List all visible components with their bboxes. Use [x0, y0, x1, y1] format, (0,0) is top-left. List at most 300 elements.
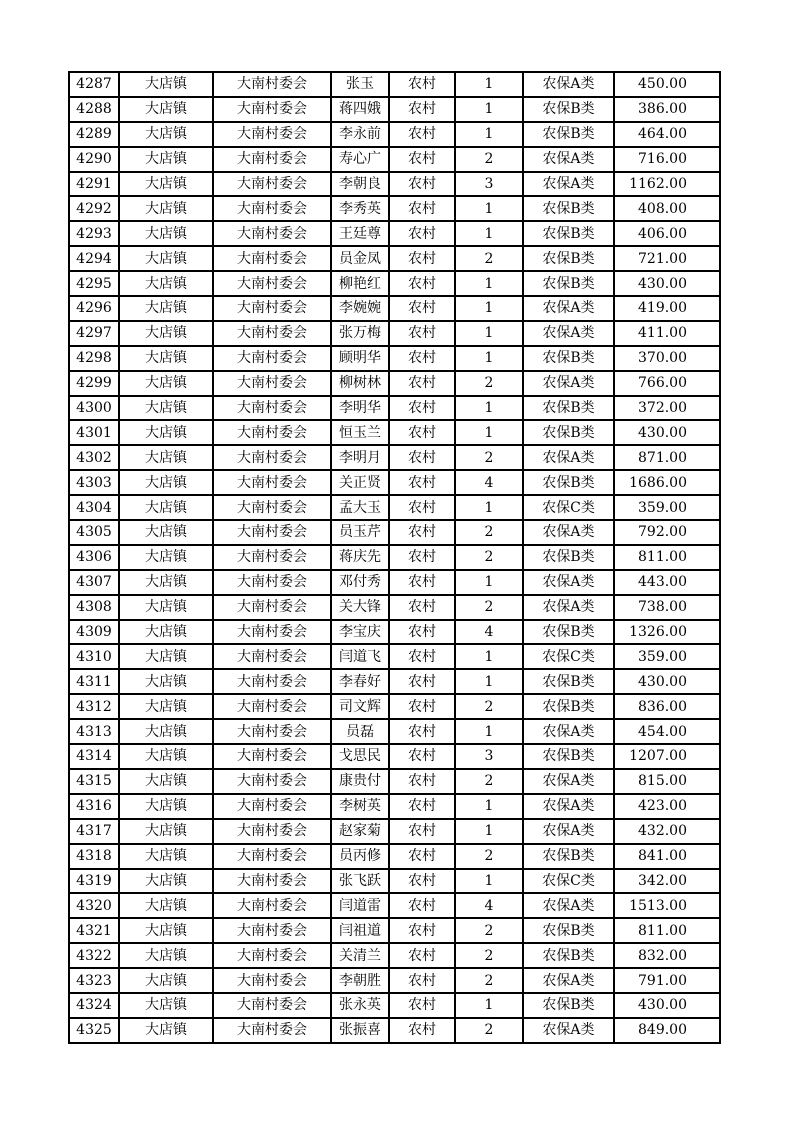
cell-person-name: 闫祖道: [331, 918, 389, 943]
cell-village-committee: 大南村委会: [213, 246, 331, 271]
cell-village-committee: 大南村委会: [213, 769, 331, 794]
cell-residence-type: 农村: [389, 495, 455, 520]
cell-serial-number: 4306: [69, 545, 119, 570]
cell-town: 大店镇: [119, 570, 213, 595]
cell-serial-number: 4303: [69, 470, 119, 495]
cell-serial-number: 4309: [69, 620, 119, 645]
cell-person-count: 1: [455, 669, 523, 694]
cell-person-count: 1: [455, 122, 523, 147]
cell-person-count: 4: [455, 893, 523, 918]
cell-amount: 1326.00: [614, 620, 720, 645]
cell-amount: 419.00: [614, 296, 720, 321]
cell-person-count: 1: [455, 321, 523, 346]
table-row: [69, 968, 720, 993]
cell-amount: 1686.00: [614, 470, 720, 495]
cell-amount: 841.00: [614, 844, 720, 869]
table-row: [69, 893, 720, 918]
cell-insurance-category: 农保B类: [523, 744, 614, 769]
cell-village-committee: 大南村委会: [213, 794, 331, 819]
cell-village-committee: 大南村委会: [213, 844, 331, 869]
cell-person-name: 员金凤: [331, 246, 389, 271]
cell-residence-type: 农村: [389, 968, 455, 993]
cell-amount: 430.00: [614, 993, 720, 1018]
cell-amount: 430.00: [614, 420, 720, 445]
cell-insurance-category: 农保A类: [523, 769, 614, 794]
cell-town: 大店镇: [119, 620, 213, 645]
cell-amount: 386.00: [614, 97, 720, 122]
cell-serial-number: 4324: [69, 993, 119, 1018]
cell-residence-type: 农村: [389, 769, 455, 794]
cell-residence-type: 农村: [389, 545, 455, 570]
benefits-table: [68, 71, 721, 1044]
cell-insurance-category: 农保B类: [523, 545, 614, 570]
cell-person-count: 3: [455, 172, 523, 197]
cell-residence-type: 农村: [389, 147, 455, 172]
cell-serial-number: 4325: [69, 1018, 119, 1043]
cell-person-count: 2: [455, 545, 523, 570]
cell-serial-number: 4297: [69, 321, 119, 346]
cell-person-count: 1: [455, 495, 523, 520]
cell-insurance-category: 农保A类: [523, 595, 614, 620]
cell-insurance-category: 农保A类: [523, 172, 614, 197]
cell-person-count: 2: [455, 918, 523, 943]
table-row: [69, 769, 720, 794]
cell-insurance-category: 农保A类: [523, 719, 614, 744]
table-row: [69, 346, 720, 371]
cell-serial-number: 4289: [69, 122, 119, 147]
cell-town: 大店镇: [119, 147, 213, 172]
cell-amount: 811.00: [614, 918, 720, 943]
cell-village-committee: 大南村委会: [213, 694, 331, 719]
cell-serial-number: 4314: [69, 744, 119, 769]
cell-town: 大店镇: [119, 445, 213, 470]
cell-serial-number: 4296: [69, 296, 119, 321]
cell-town: 大店镇: [119, 694, 213, 719]
cell-town: 大店镇: [119, 122, 213, 147]
cell-village-committee: 大南村委会: [213, 719, 331, 744]
cell-serial-number: 4305: [69, 520, 119, 545]
cell-town: 大店镇: [119, 271, 213, 296]
cell-person-count: 1: [455, 644, 523, 669]
cell-person-name: 柳艳红: [331, 271, 389, 296]
cell-town: 大店镇: [119, 1018, 213, 1043]
cell-town: 大店镇: [119, 819, 213, 844]
cell-residence-type: 农村: [389, 993, 455, 1018]
cell-village-committee: 大南村委会: [213, 420, 331, 445]
cell-village-committee: 大南村委会: [213, 72, 331, 97]
table-row: [69, 1018, 720, 1043]
table-row: [69, 147, 720, 172]
cell-serial-number: 4294: [69, 246, 119, 271]
cell-residence-type: 农村: [389, 869, 455, 894]
cell-amount: 766.00: [614, 371, 720, 396]
cell-town: 大店镇: [119, 744, 213, 769]
cell-town: 大店镇: [119, 495, 213, 520]
cell-town: 大店镇: [119, 346, 213, 371]
cell-person-name: 张飞跃: [331, 869, 389, 894]
table-row: [69, 869, 720, 894]
cell-insurance-category: 农保A类: [523, 371, 614, 396]
cell-residence-type: 农村: [389, 271, 455, 296]
cell-residence-type: 农村: [389, 396, 455, 421]
cell-insurance-category: 农保B类: [523, 271, 614, 296]
table-row: [69, 296, 720, 321]
cell-insurance-category: 农保B类: [523, 97, 614, 122]
cell-amount: 1513.00: [614, 893, 720, 918]
cell-serial-number: 4321: [69, 918, 119, 943]
table-row: [69, 669, 720, 694]
cell-person-name: 寿心广: [331, 147, 389, 172]
cell-person-name: 邓付秀: [331, 570, 389, 595]
cell-village-committee: 大南村委会: [213, 495, 331, 520]
cell-person-count: 1: [455, 420, 523, 445]
cell-insurance-category: 农保B类: [523, 221, 614, 246]
cell-serial-number: 4316: [69, 794, 119, 819]
cell-residence-type: 农村: [389, 943, 455, 968]
cell-person-name: 蒋庆先: [331, 545, 389, 570]
cell-serial-number: 4299: [69, 371, 119, 396]
cell-person-name: 顾明华: [331, 346, 389, 371]
cell-town: 大店镇: [119, 321, 213, 346]
cell-serial-number: 4287: [69, 72, 119, 97]
cell-insurance-category: 农保A类: [523, 570, 614, 595]
cell-village-committee: 大南村委会: [213, 321, 331, 346]
cell-amount: 430.00: [614, 271, 720, 296]
cell-residence-type: 农村: [389, 1018, 455, 1043]
cell-person-name: 柳树林: [331, 371, 389, 396]
cell-serial-number: 4290: [69, 147, 119, 172]
cell-person-name: 关清兰: [331, 943, 389, 968]
cell-person-count: 2: [455, 943, 523, 968]
cell-person-count: 2: [455, 595, 523, 620]
cell-residence-type: 农村: [389, 470, 455, 495]
table-body: [69, 72, 720, 1043]
cell-serial-number: 4302: [69, 445, 119, 470]
cell-person-name: 关大锋: [331, 595, 389, 620]
cell-serial-number: 4317: [69, 819, 119, 844]
cell-serial-number: 4320: [69, 893, 119, 918]
table-row: [69, 470, 720, 495]
cell-village-committee: 大南村委会: [213, 172, 331, 197]
cell-amount: 464.00: [614, 122, 720, 147]
cell-town: 大店镇: [119, 719, 213, 744]
cell-village-committee: 大南村委会: [213, 1018, 331, 1043]
table-row: [69, 495, 720, 520]
cell-serial-number: 4301: [69, 420, 119, 445]
cell-person-count: 1: [455, 396, 523, 421]
cell-amount: 721.00: [614, 246, 720, 271]
cell-town: 大店镇: [119, 968, 213, 993]
cell-insurance-category: 农保C类: [523, 495, 614, 520]
cell-residence-type: 农村: [389, 744, 455, 769]
cell-amount: 738.00: [614, 595, 720, 620]
table-row: [69, 396, 720, 421]
cell-town: 大店镇: [119, 918, 213, 943]
cell-amount: 359.00: [614, 495, 720, 520]
table-row: [69, 520, 720, 545]
cell-amount: 432.00: [614, 819, 720, 844]
cell-person-name: 张振喜: [331, 1018, 389, 1043]
cell-residence-type: 农村: [389, 819, 455, 844]
cell-person-name: 孟大玉: [331, 495, 389, 520]
cell-insurance-category: 农保B类: [523, 396, 614, 421]
cell-person-name: 康贵付: [331, 769, 389, 794]
table-row: [69, 570, 720, 595]
cell-residence-type: 农村: [389, 196, 455, 221]
cell-village-committee: 大南村委会: [213, 371, 331, 396]
cell-residence-type: 农村: [389, 321, 455, 346]
cell-village-committee: 大南村委会: [213, 445, 331, 470]
cell-residence-type: 农村: [389, 172, 455, 197]
cell-serial-number: 4308: [69, 595, 119, 620]
cell-town: 大店镇: [119, 869, 213, 894]
cell-town: 大店镇: [119, 296, 213, 321]
cell-person-name: 李树英: [331, 794, 389, 819]
cell-village-committee: 大南村委会: [213, 819, 331, 844]
cell-amount: 342.00: [614, 869, 720, 894]
cell-residence-type: 农村: [389, 694, 455, 719]
cell-town: 大店镇: [119, 943, 213, 968]
cell-town: 大店镇: [119, 545, 213, 570]
cell-amount: 849.00: [614, 1018, 720, 1043]
table-row: [69, 246, 720, 271]
cell-town: 大店镇: [119, 669, 213, 694]
cell-residence-type: 农村: [389, 420, 455, 445]
cell-town: 大店镇: [119, 396, 213, 421]
cell-village-committee: 大南村委会: [213, 595, 331, 620]
table-row: [69, 595, 720, 620]
cell-residence-type: 农村: [389, 221, 455, 246]
cell-village-committee: 大南村委会: [213, 196, 331, 221]
table-row: [69, 644, 720, 669]
cell-amount: 411.00: [614, 321, 720, 346]
cell-person-count: 1: [455, 97, 523, 122]
table-row: [69, 819, 720, 844]
cell-town: 大店镇: [119, 893, 213, 918]
cell-person-count: 1: [455, 346, 523, 371]
cell-person-name: 戈思民: [331, 744, 389, 769]
cell-person-count: 1: [455, 570, 523, 595]
cell-amount: 430.00: [614, 669, 720, 694]
cell-insurance-category: 农保B类: [523, 346, 614, 371]
cell-person-count: 1: [455, 196, 523, 221]
cell-person-name: 李婉婉: [331, 296, 389, 321]
cell-insurance-category: 农保C类: [523, 644, 614, 669]
cell-insurance-category: 农保A类: [523, 1018, 614, 1043]
cell-person-name: 李朝良: [331, 172, 389, 197]
cell-village-committee: 大南村委会: [213, 296, 331, 321]
cell-residence-type: 农村: [389, 346, 455, 371]
cell-insurance-category: 农保A类: [523, 893, 614, 918]
cell-amount: 832.00: [614, 943, 720, 968]
cell-person-name: 司文辉: [331, 694, 389, 719]
cell-insurance-category: 农保B类: [523, 694, 614, 719]
cell-insurance-category: 农保A类: [523, 296, 614, 321]
cell-person-count: 1: [455, 296, 523, 321]
cell-amount: 372.00: [614, 396, 720, 421]
cell-residence-type: 农村: [389, 595, 455, 620]
cell-town: 大店镇: [119, 72, 213, 97]
cell-insurance-category: 农保B类: [523, 420, 614, 445]
cell-person-count: 2: [455, 246, 523, 271]
cell-town: 大店镇: [119, 371, 213, 396]
cell-insurance-category: 农保B类: [523, 993, 614, 1018]
table-row: [69, 844, 720, 869]
cell-insurance-category: 农保B类: [523, 943, 614, 968]
cell-amount: 370.00: [614, 346, 720, 371]
cell-village-committee: 大南村委会: [213, 968, 331, 993]
cell-town: 大店镇: [119, 172, 213, 197]
cell-insurance-category: 农保B类: [523, 918, 614, 943]
cell-serial-number: 4304: [69, 495, 119, 520]
cell-person-name: 闫道飞: [331, 644, 389, 669]
cell-person-count: 2: [455, 769, 523, 794]
cell-serial-number: 4323: [69, 968, 119, 993]
cell-amount: 1207.00: [614, 744, 720, 769]
cell-residence-type: 农村: [389, 644, 455, 669]
cell-person-count: 1: [455, 72, 523, 97]
cell-amount: 450.00: [614, 72, 720, 97]
cell-town: 大店镇: [119, 420, 213, 445]
table-row: [69, 321, 720, 346]
cell-amount: 454.00: [614, 719, 720, 744]
cell-insurance-category: 农保B类: [523, 844, 614, 869]
cell-village-committee: 大南村委会: [213, 520, 331, 545]
cell-village-committee: 大南村委会: [213, 545, 331, 570]
cell-residence-type: 农村: [389, 246, 455, 271]
cell-person-count: 1: [455, 819, 523, 844]
cell-insurance-category: 农保A类: [523, 819, 614, 844]
cell-amount: 871.00: [614, 445, 720, 470]
cell-residence-type: 农村: [389, 669, 455, 694]
cell-person-name: 李永前: [331, 122, 389, 147]
cell-insurance-category: 农保A类: [523, 968, 614, 993]
cell-serial-number: 4293: [69, 221, 119, 246]
cell-serial-number: 4288: [69, 97, 119, 122]
cell-amount: 359.00: [614, 644, 720, 669]
cell-village-committee: 大南村委会: [213, 221, 331, 246]
cell-village-committee: 大南村委会: [213, 869, 331, 894]
cell-person-name: 闫道雷: [331, 893, 389, 918]
cell-person-count: 2: [455, 968, 523, 993]
cell-serial-number: 4313: [69, 719, 119, 744]
cell-person-count: 1: [455, 719, 523, 744]
cell-person-name: 恒玉兰: [331, 420, 389, 445]
cell-village-committee: 大南村委会: [213, 620, 331, 645]
cell-serial-number: 4298: [69, 346, 119, 371]
cell-insurance-category: 农保C类: [523, 869, 614, 894]
cell-person-count: 4: [455, 620, 523, 645]
cell-person-name: 李宝庆: [331, 620, 389, 645]
cell-amount: 811.00: [614, 545, 720, 570]
cell-residence-type: 农村: [389, 520, 455, 545]
table-row: [69, 221, 720, 246]
cell-person-name: 李明月: [331, 445, 389, 470]
cell-person-count: 1: [455, 271, 523, 296]
cell-serial-number: 4310: [69, 644, 119, 669]
cell-amount: 716.00: [614, 147, 720, 172]
cell-town: 大店镇: [119, 520, 213, 545]
cell-person-count: 1: [455, 794, 523, 819]
cell-person-name: 关正贤: [331, 470, 389, 495]
cell-person-name: 张万梅: [331, 321, 389, 346]
cell-person-count: 2: [455, 520, 523, 545]
cell-insurance-category: 农保A类: [523, 794, 614, 819]
table-row: [69, 72, 720, 97]
cell-residence-type: 农村: [389, 72, 455, 97]
cell-village-committee: 大南村委会: [213, 97, 331, 122]
cell-village-committee: 大南村委会: [213, 470, 331, 495]
cell-town: 大店镇: [119, 470, 213, 495]
cell-residence-type: 农村: [389, 794, 455, 819]
cell-village-committee: 大南村委会: [213, 669, 331, 694]
cell-serial-number: 4311: [69, 669, 119, 694]
table-row: [69, 620, 720, 645]
cell-person-name: 蒋四娥: [331, 97, 389, 122]
cell-residence-type: 农村: [389, 844, 455, 869]
cell-person-count: 1: [455, 221, 523, 246]
cell-residence-type: 农村: [389, 918, 455, 943]
cell-serial-number: 4318: [69, 844, 119, 869]
cell-insurance-category: 农保A类: [523, 520, 614, 545]
cell-person-name: 张永英: [331, 993, 389, 1018]
cell-serial-number: 4319: [69, 869, 119, 894]
cell-serial-number: 4292: [69, 196, 119, 221]
cell-insurance-category: 农保B类: [523, 620, 614, 645]
cell-insurance-category: 农保B类: [523, 196, 614, 221]
cell-serial-number: 4322: [69, 943, 119, 968]
table-row: [69, 719, 720, 744]
cell-town: 大店镇: [119, 196, 213, 221]
cell-town: 大店镇: [119, 246, 213, 271]
cell-person-count: 2: [455, 1018, 523, 1043]
cell-person-count: 1: [455, 869, 523, 894]
table-row: [69, 993, 720, 1018]
cell-person-name: 李明华: [331, 396, 389, 421]
cell-person-name: 员玉芹: [331, 520, 389, 545]
cell-village-committee: 大南村委会: [213, 147, 331, 172]
cell-person-name: 李秀英: [331, 196, 389, 221]
cell-town: 大店镇: [119, 993, 213, 1018]
cell-village-committee: 大南村委会: [213, 893, 331, 918]
cell-residence-type: 农村: [389, 893, 455, 918]
cell-person-name: 李春好: [331, 669, 389, 694]
cell-village-committee: 大南村委会: [213, 644, 331, 669]
cell-town: 大店镇: [119, 794, 213, 819]
cell-residence-type: 农村: [389, 620, 455, 645]
cell-serial-number: 4291: [69, 172, 119, 197]
cell-residence-type: 农村: [389, 371, 455, 396]
cell-amount: 1162.00: [614, 172, 720, 197]
cell-insurance-category: 农保A类: [523, 72, 614, 97]
table-row: [69, 918, 720, 943]
table-row: [69, 196, 720, 221]
cell-person-count: 2: [455, 371, 523, 396]
cell-person-name: 员磊: [331, 719, 389, 744]
cell-residence-type: 农村: [389, 296, 455, 321]
cell-person-name: 张玉: [331, 72, 389, 97]
cell-town: 大店镇: [119, 221, 213, 246]
cell-serial-number: 4295: [69, 271, 119, 296]
cell-amount: 792.00: [614, 520, 720, 545]
cell-village-committee: 大南村委会: [213, 570, 331, 595]
table-row: [69, 97, 720, 122]
cell-person-count: 1: [455, 993, 523, 1018]
cell-person-count: 2: [455, 445, 523, 470]
cell-amount: 443.00: [614, 570, 720, 595]
cell-amount: 406.00: [614, 221, 720, 246]
cell-village-committee: 大南村委会: [213, 346, 331, 371]
